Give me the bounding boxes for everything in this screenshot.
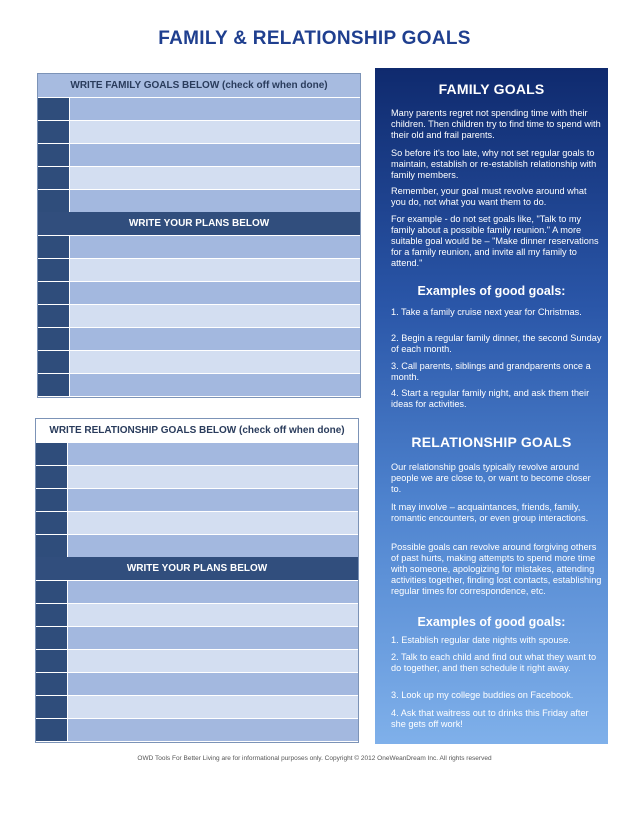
- plan-entry-field[interactable]: [68, 581, 358, 603]
- checkbox[interactable]: [36, 443, 68, 465]
- plan-row: [38, 350, 360, 373]
- plan-entry-field[interactable]: [70, 282, 360, 304]
- plan-row: [38, 327, 360, 350]
- goal-entry-field[interactable]: [68, 466, 358, 488]
- goal-row: [36, 465, 358, 488]
- relationship-example: 2. Talk to each child and find out what they want to do together, and then schedule it right away.: [391, 652, 597, 673]
- checkbox[interactable]: [38, 190, 70, 212]
- checkbox[interactable]: [36, 535, 68, 557]
- plan-entry-field[interactable]: [70, 328, 360, 350]
- family-paragraph: So before it's too late, why not set regular goals to maintain, establish or re-establish relationship with family members.: [391, 148, 597, 180]
- plan-entry-field[interactable]: [68, 719, 358, 741]
- family-example: 2. Begin a regular family dinner, the second Sunday of each month.: [391, 333, 602, 354]
- plan-entry-field[interactable]: [68, 604, 358, 626]
- plan-row: [36, 603, 358, 626]
- relationship-goals-header: WRITE RELATIONSHIP GOALS BELOW (check off when done): [36, 419, 358, 442]
- relationship-example: 4. Ask that waitress out to drinks this Friday after she gets off work!: [391, 708, 589, 729]
- goal-row: [36, 442, 358, 465]
- relationship-example: 1. Establish regular date nights with spouse.: [391, 635, 571, 645]
- family-examples-heading: Examples of good goals:: [417, 284, 566, 298]
- plan-entry-field[interactable]: [70, 374, 360, 396]
- checkbox[interactable]: [38, 167, 70, 189]
- relationship-plans-header: WRITE YOUR PLANS BELOW: [36, 557, 358, 580]
- goal-row: [36, 511, 358, 534]
- plan-row: [36, 626, 358, 649]
- plan-row: [36, 718, 358, 741]
- plan-row: [36, 649, 358, 672]
- family-goals-table: [37, 73, 361, 398]
- goal-entry-field[interactable]: [70, 167, 360, 189]
- plan-row: [38, 281, 360, 304]
- plan-entry-field[interactable]: [68, 673, 358, 695]
- relationship-paragraph: Our relationship goals typically revolve around people we are close to, or want to become closer to.: [391, 462, 591, 494]
- goal-entry-field[interactable]: [68, 489, 358, 511]
- goal-entry-field[interactable]: [70, 98, 360, 120]
- goal-entry-field[interactable]: [70, 190, 360, 212]
- goal-entry-field[interactable]: [70, 144, 360, 166]
- plan-entry-field[interactable]: [68, 650, 358, 672]
- goal-entry-field[interactable]: [68, 535, 358, 557]
- relationship-paragraph: Possible goals can revolve around forgiving others of past hurts, making attempts to spend more time with someone, apologizing for mistakes, attending activities together, finding lost contacts, establishing regular times for correspondence, etc.: [391, 542, 602, 596]
- page-title: FAMILY & RELATIONSHIP GOALS: [158, 28, 471, 49]
- info-panel: [375, 68, 608, 744]
- checkbox[interactable]: [38, 98, 70, 120]
- relationship-examples-heading: Examples of good goals:: [417, 615, 566, 629]
- plan-entry-field[interactable]: [70, 305, 360, 327]
- goal-row: [38, 166, 360, 189]
- family-example: 3. Call parents, siblings and grandparents once a month.: [391, 361, 591, 382]
- family-goals-heading: FAMILY GOALS: [438, 81, 545, 97]
- relationship-goals-table: [35, 418, 359, 743]
- goal-row: [38, 189, 360, 212]
- family-paragraph: Remember, your goal must revolve around what you do, not what you want them to do.: [391, 186, 587, 207]
- goal-row: [36, 534, 358, 557]
- plan-row: [38, 235, 360, 258]
- plan-row: [38, 258, 360, 281]
- relationship-example: 3. Look up my college buddies on Facebook.: [391, 690, 574, 700]
- goal-entry-field[interactable]: [68, 512, 358, 534]
- family-paragraph: Many parents regret not spending time with their children. Then children try to find time to spend with their old and frail parents.: [391, 108, 601, 140]
- relationship-paragraph: It may involve – acquaintances, friends, family, romantic encounters, or even group interactions.: [391, 502, 589, 523]
- plan-row: [36, 695, 358, 718]
- family-plans-header: WRITE YOUR PLANS BELOW: [38, 212, 360, 235]
- goal-row: [38, 120, 360, 143]
- family-example: 4. Start a regular family night, and ask them their ideas for activities.: [391, 388, 590, 409]
- goal-entry-field[interactable]: [68, 443, 358, 465]
- goal-row: [38, 143, 360, 166]
- family-paragraph: For example - do not set goals like, "Talk to my family about a possible family reunion." A more suitable goal would be – "Make dinner reservations for a family reunion, and invite all my family to attend.": [391, 214, 599, 268]
- plan-row: [38, 304, 360, 327]
- goal-row: [36, 488, 358, 511]
- plan-row: [36, 580, 358, 603]
- checkbox[interactable]: [36, 489, 68, 511]
- relationship-goals-heading: RELATIONSHIP GOALS: [411, 434, 572, 450]
- plan-entry-field[interactable]: [68, 627, 358, 649]
- family-example: 1. Take a family cruise next year for Christmas.: [391, 307, 582, 317]
- plan-row: [36, 672, 358, 695]
- checkbox[interactable]: [36, 466, 68, 488]
- family-goals-header: WRITE FAMILY GOALS BELOW (check off when done): [38, 74, 360, 97]
- goal-row: [38, 97, 360, 120]
- checkbox[interactable]: [38, 121, 70, 143]
- footer-text: OWD Tools For Better Living are for informational purposes only. Copyright © 2012 OneWeanDream Inc. All rights reserved: [137, 755, 492, 762]
- plan-entry-field[interactable]: [70, 236, 360, 258]
- goal-entry-field[interactable]: [70, 121, 360, 143]
- checkbox[interactable]: [38, 144, 70, 166]
- plan-entry-field[interactable]: [70, 351, 360, 373]
- checkbox[interactable]: [36, 512, 68, 534]
- plan-entry-field[interactable]: [70, 259, 360, 281]
- plan-entry-field[interactable]: [68, 696, 358, 718]
- plan-row: [38, 373, 360, 396]
